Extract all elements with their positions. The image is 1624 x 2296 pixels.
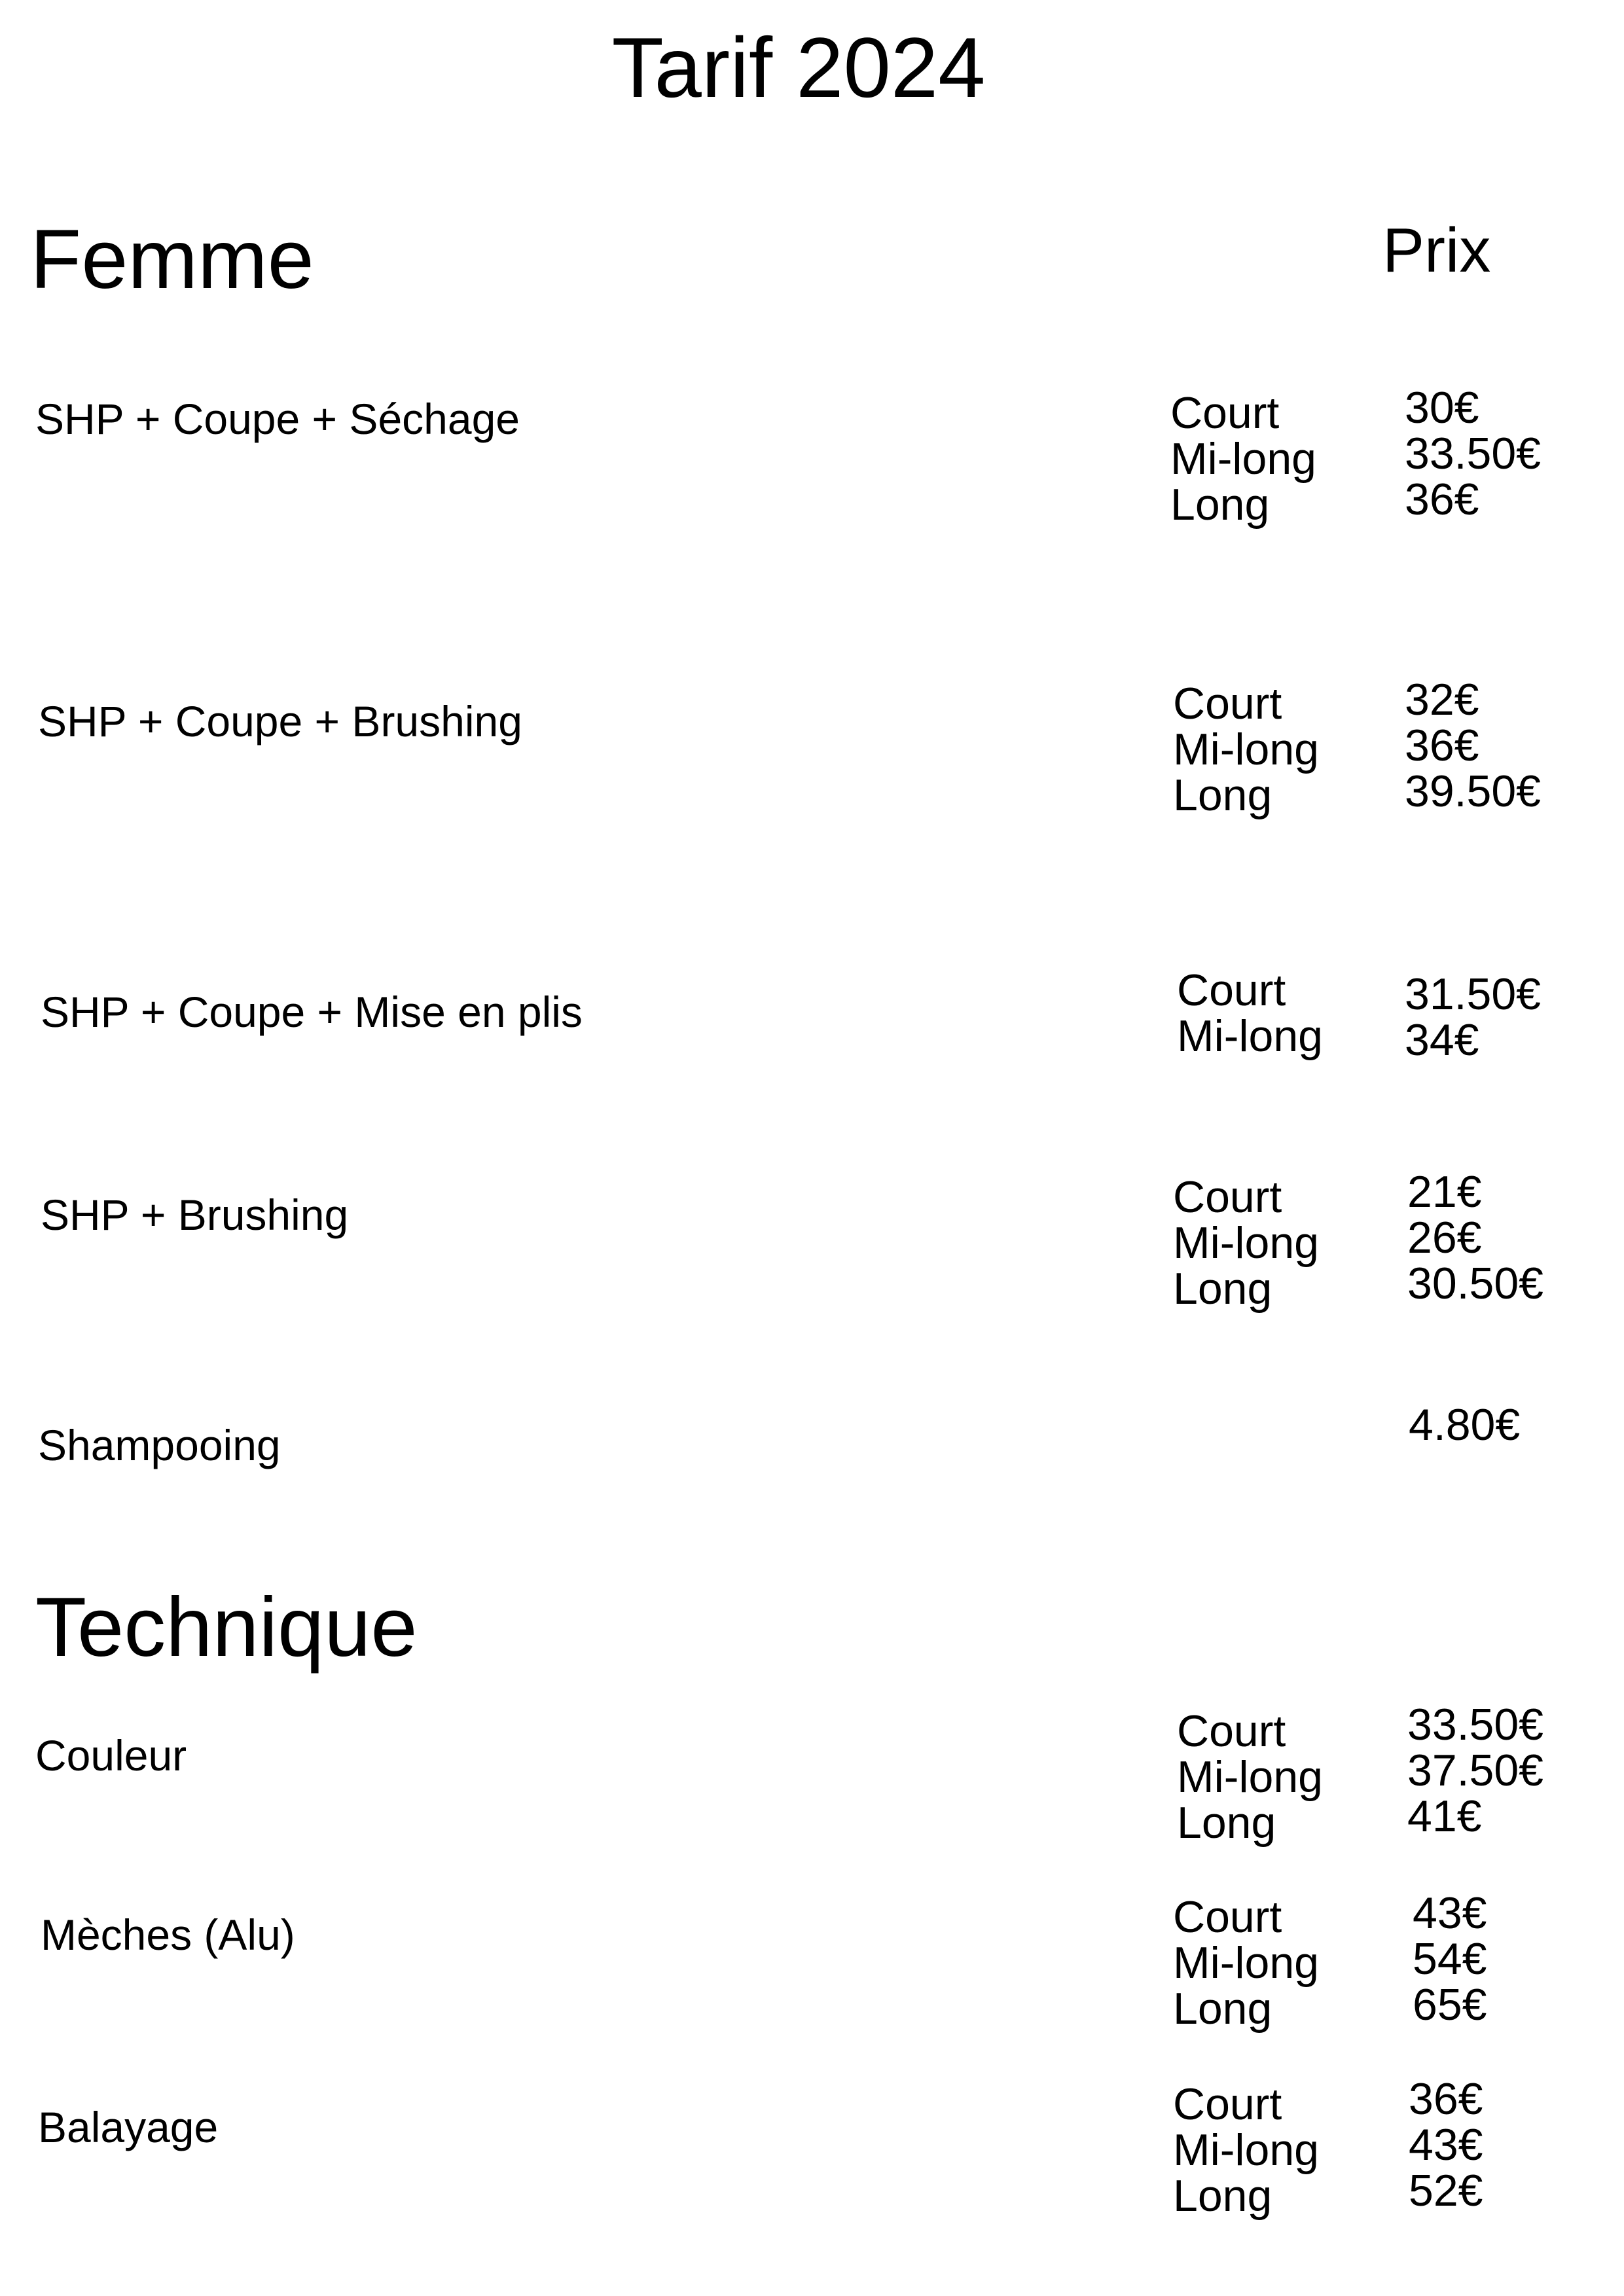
section-heading-technique: Technique [35,1581,418,1674]
size-label: Court [1173,2079,1282,2129]
size-label: Mi-long [1177,1752,1323,1802]
size-label: Long [1177,1798,1276,1848]
size-label: Long [1173,2171,1272,2221]
price-list [1407,1169,1543,1306]
price-column-header: Prix [1382,215,1491,285]
size-list [1177,967,1323,1059]
size-label: Mi-long [1173,2125,1319,2175]
price-value: 65€ [1413,1980,1487,2030]
price-list [1409,2076,1483,2214]
service-name: Mèches (Alu) [41,1910,295,1959]
size-label: Court [1170,388,1280,438]
price-value: 26€ [1407,1213,1482,1263]
size-label: Long [1173,770,1272,820]
price-value: 30€ [1405,383,1479,433]
price-value: 33.50€ [1405,429,1541,478]
price-list [1405,971,1541,1063]
price-value: 43€ [1413,1888,1487,1938]
price-value: 21€ [1407,1167,1482,1217]
page-title: Tarif 2024 [611,20,986,115]
price-list [1413,1890,1487,2028]
price-value: 32€ [1405,675,1479,725]
price-value: 54€ [1413,1934,1487,1984]
size-list [1173,1174,1319,1312]
price-value: 34€ [1405,1015,1479,1065]
size-label: Long [1173,1264,1272,1314]
service-name: SHP + Coupe + Séchage [35,395,520,443]
service-name: Shampooing [38,1421,281,1469]
price-value: 39.50€ [1405,766,1541,816]
price-list [1405,385,1541,522]
size-label: Court [1173,1892,1282,1942]
size-list [1173,1894,1319,2032]
size-label: Long [1173,1984,1272,2034]
price-value: 43€ [1409,2120,1483,2170]
size-label: Court [1173,679,1282,728]
size-label: Court [1173,1172,1282,1222]
price-list [1405,677,1541,814]
size-label: Court [1177,1706,1286,1756]
price-value: 41€ [1407,1791,1482,1841]
size-label: Mi-long [1170,434,1316,484]
service-name: Couleur [35,1731,187,1780]
service-name: SHP + Coupe + Brushing [38,697,522,745]
section-heading-femme: Femme [30,213,314,306]
price-value: 30.50€ [1407,1259,1543,1308]
size-label: Mi-long [1173,1218,1319,1268]
size-label: Mi-long [1173,725,1319,774]
size-label: Court [1177,965,1286,1015]
service-name: SHP + Coupe + Mise en plis [41,988,583,1036]
price-list [1409,1402,1520,1448]
size-list [1177,1708,1323,1846]
price-value: 37.50€ [1407,1746,1543,1795]
price-value: 36€ [1405,721,1479,770]
price-value: 36€ [1405,475,1479,524]
price-value: 4.80€ [1409,1400,1521,1450]
price-list [1407,1702,1543,1839]
price-value: 31.50€ [1405,969,1541,1019]
service-name: Balayage [38,2103,219,2151]
size-label: Long [1170,480,1270,529]
size-list [1173,2081,1319,2219]
size-list [1170,390,1316,528]
size-label: Mi-long [1177,1011,1323,1061]
price-value: 36€ [1409,2074,1483,2124]
size-list [1173,681,1319,818]
price-value: 52€ [1409,2166,1483,2215]
service-name: SHP + Brushing [41,1191,349,1239]
price-value: 33.50€ [1407,1700,1543,1749]
size-label: Mi-long [1173,1938,1319,1988]
